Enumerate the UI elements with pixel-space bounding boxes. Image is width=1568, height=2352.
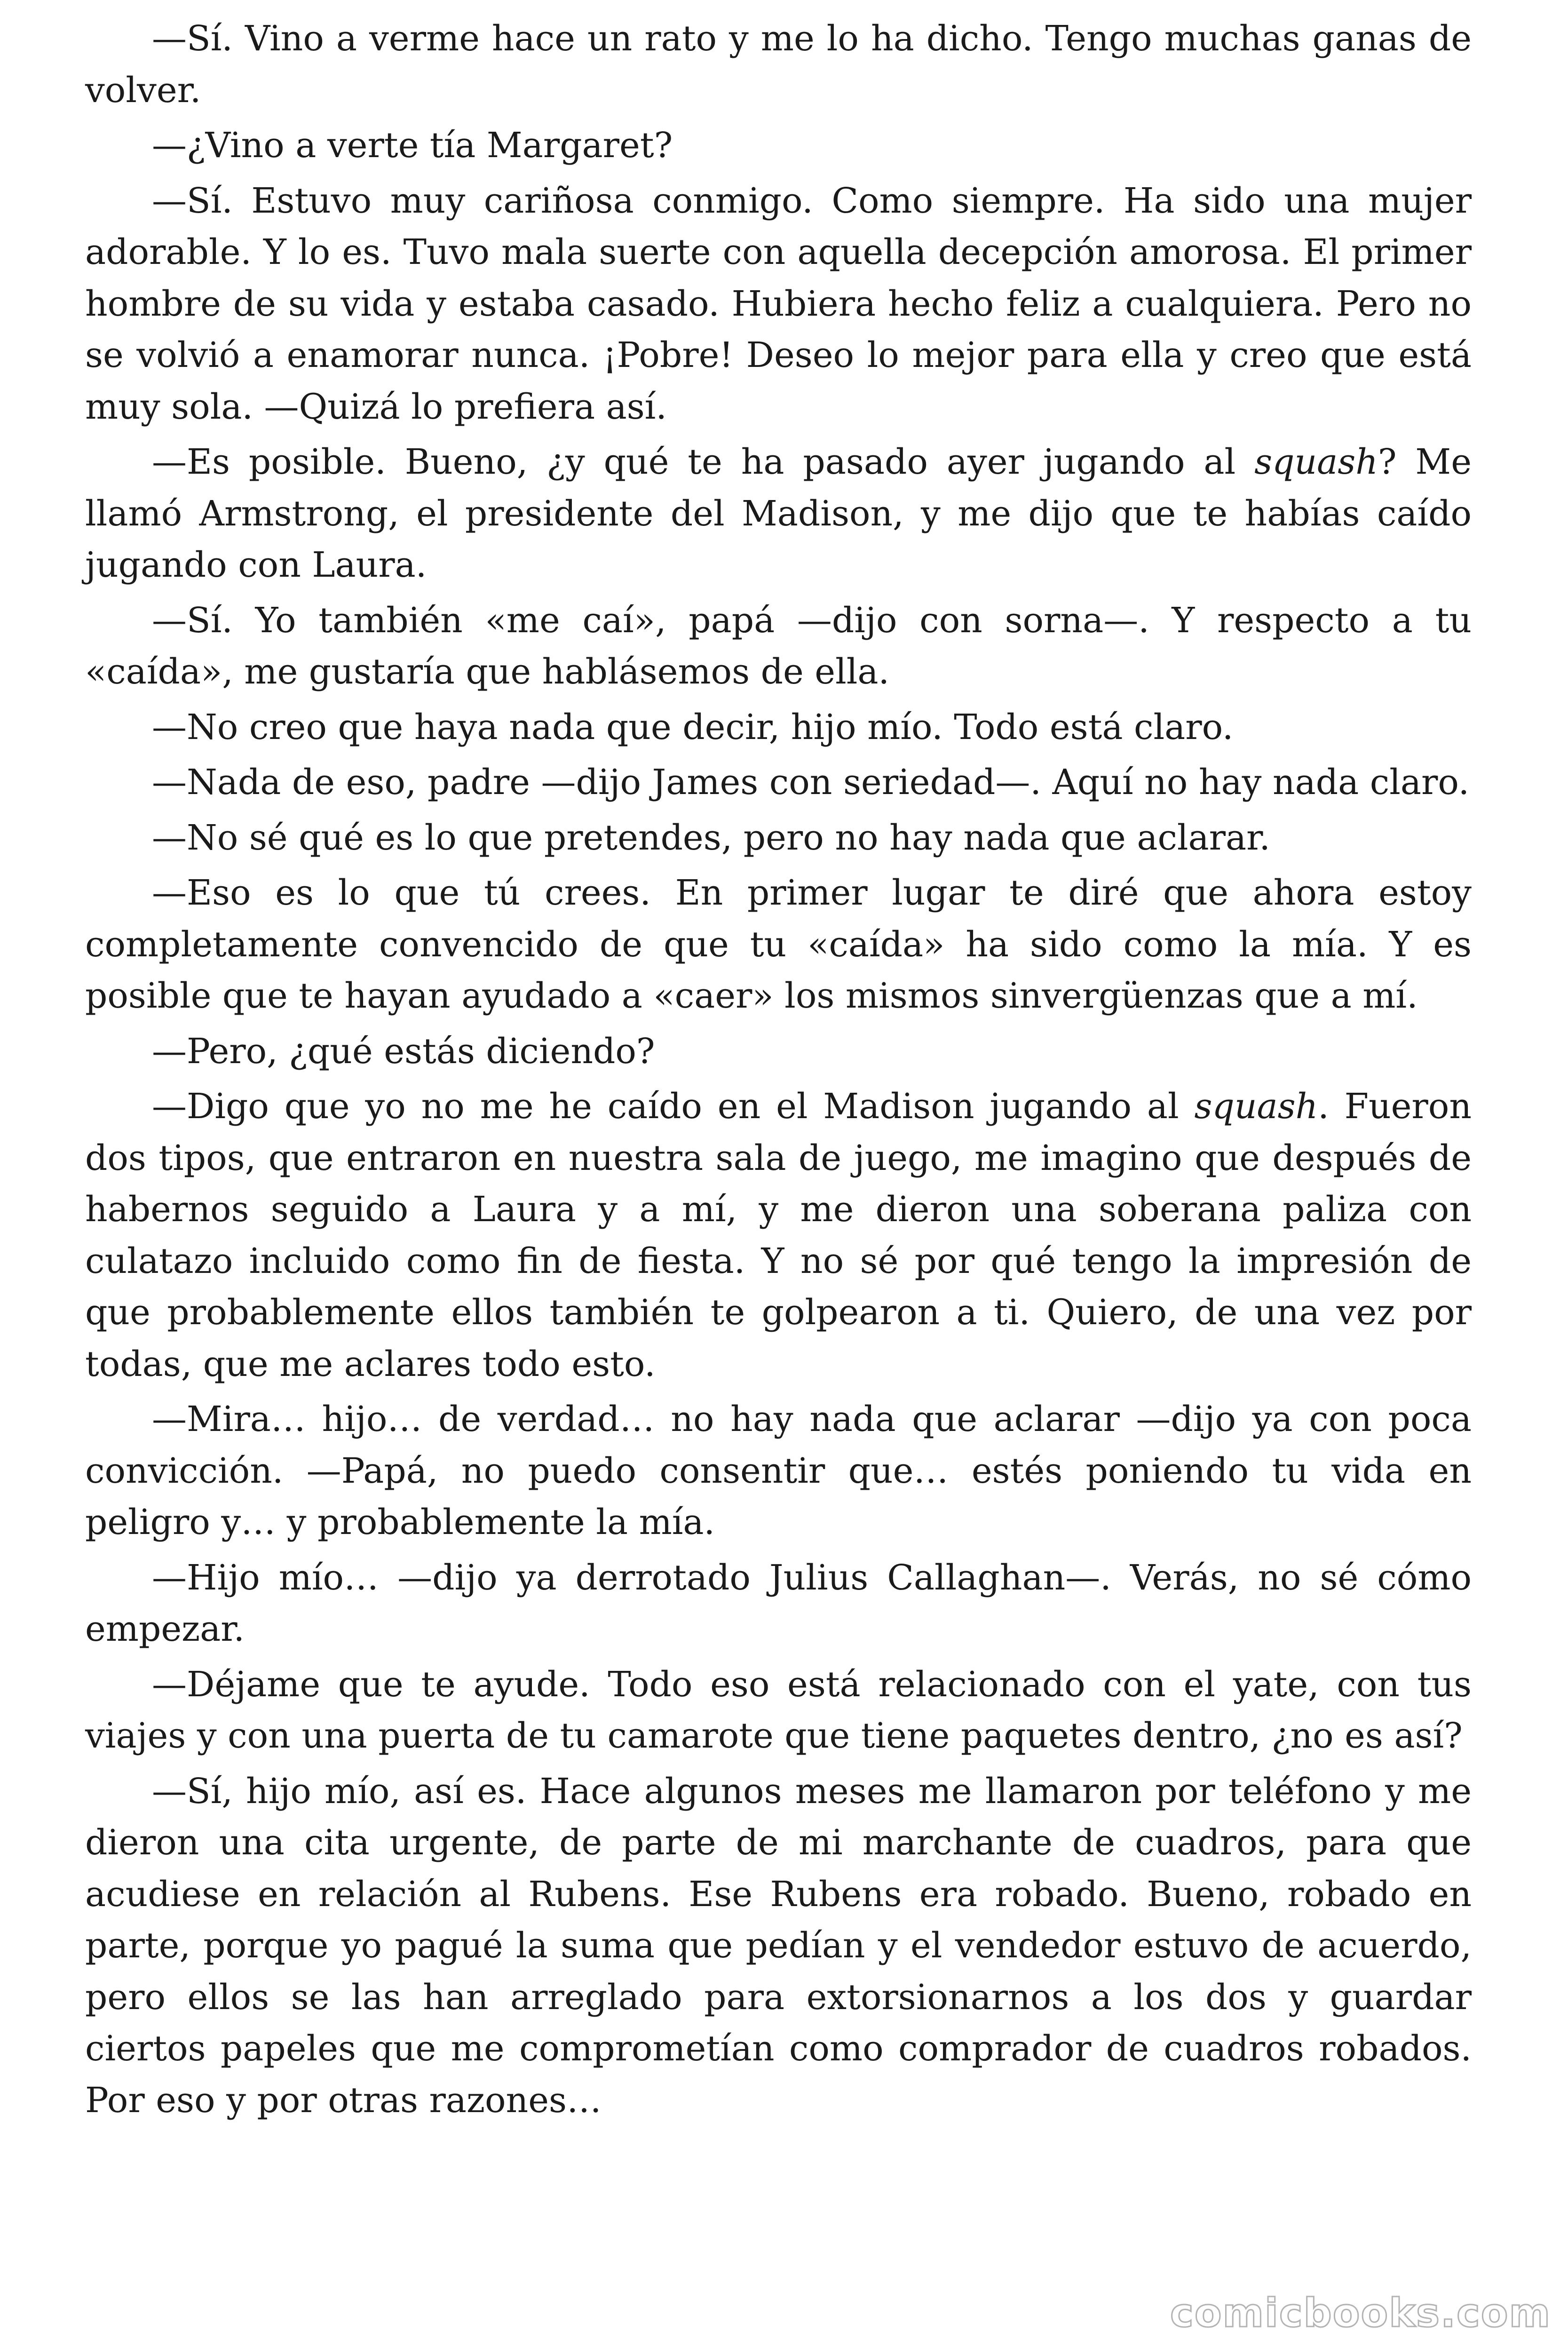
paragraph: —No creo que haya nada que decir, hijo mío. Todo está claro.	[152, 707, 1234, 747]
paragraph: —Es posible. Bueno, ¿y qué te ha pasado ayer jugando al squash? Me llamó Armstrong, el presidente del Madison, y me dijo que te habías caído jugando con Laura.	[85, 442, 1472, 585]
paragraph: —No sé qué es lo que pretendes, pero no hay nada que aclarar.	[152, 817, 1270, 858]
body-text	[85, 13, 1472, 2130]
watermark: comicbooks.com	[1170, 2290, 1551, 2336]
italic-word: squash	[1194, 1086, 1318, 1127]
paragraph: —Déjame que te ayude. Todo eso está relacionado con el yate, con tus viajes y con una puerta de tu camarote que tiene paquetes dentro, ¿no es así?	[85, 1664, 1472, 1756]
paragraph: —Sí. Vino a verme hace un rato y me lo ha dicho. Tengo muchas ganas de volver.	[85, 18, 1472, 111]
paragraph: —Mira… hijo… de verdad… no hay nada que aclarar —dijo ya con poca convicción. —Papá, no puedo consentir que… estés poniendo tu vida en peligro y… y probablemente la mía.	[85, 1399, 1472, 1542]
paragraph: —Nada de eso, padre —dijo James con seriedad—. Aquí no hay nada claro.	[152, 762, 1470, 803]
paragraph: —¿Vino a verte tía Margaret?	[152, 125, 673, 166]
paragraph: —Eso es lo que tú crees. En primer lugar te diré que ahora estoy completamente convencido de que tu «caída» ha sido como la mía. Y es posible que te hayan ayudado a «caer» los mismos sinvergüenzas que a mí.	[85, 873, 1472, 1016]
paragraph: —Sí. Yo también «me caí», papá —dijo con sorna—. Y respecto a tu «caída», me gustaría que hablásemos de ella.	[85, 600, 1472, 692]
paragraph: —Sí. Estuvo muy cariñosa conmigo. Como siempre. Ha sido una mujer adorable. Y lo es. Tuvo mala suerte con aquella decepción amorosa. El primer hombre de su vida y estaba casado. Hubiera hecho feliz a cualquiera. Pero no se volvió a enamorar nunca. ¡Pobre! Deseo lo mejor para ella y creo que está muy sola. —Quizá lo prefiera así.	[85, 180, 1472, 427]
paragraph: —Pero, ¿qué estás diciendo?	[152, 1031, 655, 1072]
italic-word: squash	[1254, 442, 1378, 482]
paragraph: —Digo que yo no me he caído en el Madison jugando al squash. Fueron dos tipos, que entraron en nuestra sala de juego, me imagino que después de habernos seguido a Laura y a mí, y me dieron una soberana paliza con culatazo incluido como fin de fiesta. Y no sé por qué tengo la impresión de que probablemente ellos también te golpearon a ti. Quiero, de una vez por todas, que me aclares todo esto.	[85, 1086, 1472, 1384]
paragraph: —Hijo mío… —dijo ya derrotado Julius Callaghan—. Verás, no sé cómo empezar.	[85, 1557, 1472, 1649]
paragraph: —Sí, hijo mío, así es. Hace algunos meses me llamaron por teléfono y me dieron una cita urgente, de parte de mi marchante de cuadros, para que acudiese en relación al Rubens. Ese Rubens era robado. Bueno, robado en parte, porque yo pagué la suma que pedían y el vendedor estuvo de acuerdo, pero ellos se las han arreglado para extorsionarnos a los dos y guardar ciertos papeles que me comprometían como comprador de cuadros robados. Por eso y por otras razones…	[85, 1771, 1472, 2121]
